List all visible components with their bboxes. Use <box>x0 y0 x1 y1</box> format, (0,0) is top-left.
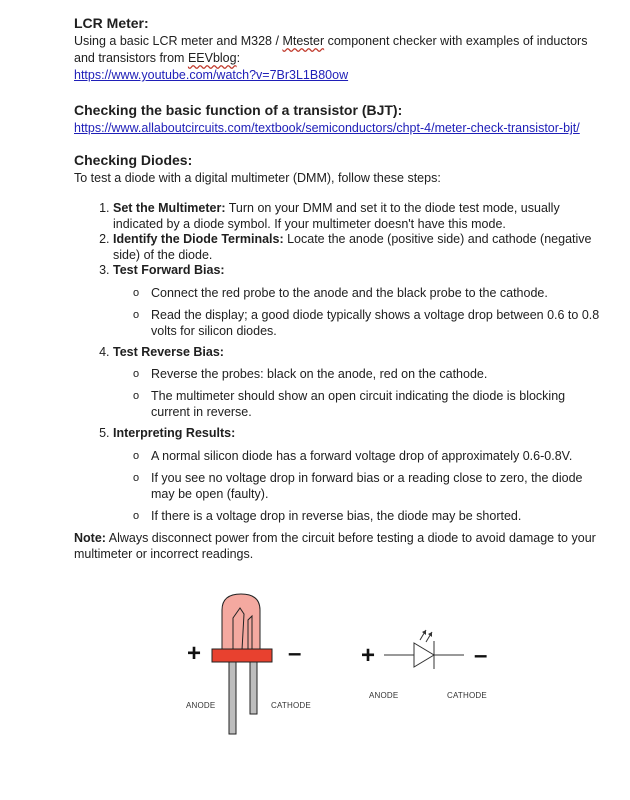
note-text: Always disconnect power from the circuit before testing a diode to avoid damage to your multimeter or incorrect readings. <box>74 530 596 561</box>
lcr-description <box>74 33 604 67</box>
diode-step <box>113 232 604 263</box>
lcr-mtester-word: Mtester <box>282 34 325 48</box>
bjt-heading: Checking the basic function of a transistor (BJT): <box>74 102 403 118</box>
diode-step-title: Test Forward Bias: <box>113 263 225 277</box>
led-illustration <box>0 588 630 748</box>
diode-step-sublist <box>113 366 604 420</box>
note-label: Note: <box>74 530 106 545</box>
led-cathode-label: CATHODE <box>271 701 311 710</box>
diode-step-sublist <box>113 448 604 524</box>
diodes-heading: Checking Diodes: <box>74 152 193 168</box>
lcr-youtube-link[interactable]: https://www.youtube.com/watch?v=7Br3L1B80ow <box>74 68 349 82</box>
diode-step <box>113 201 604 232</box>
led-cathode-lead <box>250 662 257 714</box>
diode-step-subitem: o Read the display; a good diode typically shows a voltage drop between 0.6 to 0.8 volts for silicon diodes. <box>133 307 604 339</box>
diodes-intro: To test a diode with a digital multimeter (DMM), follow these steps: <box>74 171 441 185</box>
diode-step-subitem: o The multimeter should show an open circuit indicating the diode is blocking current in reverse. <box>133 388 604 420</box>
led-body <box>222 594 260 650</box>
diode-step-subitem: o If you see no voltage drop in forward bias or a reading close to zero, the diode may be open (faulty). <box>133 470 604 502</box>
led-anode-label: ANODE <box>186 701 216 710</box>
diode-step-text: Locate the anode (positive side) and cathode (negative side) of the diode. <box>113 232 592 262</box>
diode-steps-list <box>74 201 604 524</box>
symbol-minus-sign: – <box>474 642 488 669</box>
diode-step-sublist <box>113 285 604 339</box>
led-anode-lead <box>229 662 236 734</box>
lcr-heading: LCR Meter: <box>74 15 149 31</box>
diode-step-title: Identify the Diode Terminals: <box>113 232 284 246</box>
diode-step-subitem: o Reverse the probes: black on the anode, red on the cathode. <box>133 366 604 382</box>
led-plus-sign: + <box>187 640 202 667</box>
diode-step-title: Test Reverse Bias: <box>113 344 224 359</box>
bjt-link[interactable]: https://www.allaboutcircuits.com/textbook/semiconductors/chpt-4/meter-check-transistor-bjt/ <box>74 121 580 135</box>
lcr-text-b: component checker with examples of inductors and transistors from <box>74 34 588 65</box>
lcr-eevblog-word: EEVblog <box>187 51 237 65</box>
diode-step-subitem: o A normal silicon diode has a forward voltage drop of approximately 0.6-0.8V. <box>133 448 604 464</box>
led-base <box>212 649 272 662</box>
lcr-text-c: : <box>236 51 241 65</box>
diode-step-title: Set the Multimeter: <box>113 201 226 215</box>
led-diagram-figure <box>0 588 630 748</box>
led-minus-sign: – <box>288 640 302 667</box>
diode-step <box>113 345 604 421</box>
diode-step <box>113 426 604 524</box>
diode-step-subitem: o If there is a voltage drop in reverse bias, the diode may be shorted. <box>133 508 604 524</box>
diode-step-text: Turn on your DMM and set it to the diode test mode, usually indicated by a diode symbol. If your multimeter doesn't have this mode. <box>113 201 560 231</box>
symbol-plus-sign: + <box>361 642 376 669</box>
symbol-cathode-label: CATHODE <box>447 691 487 700</box>
diode-symbol <box>384 630 464 669</box>
symbol-anode-label: ANODE <box>369 691 399 700</box>
diode-step-title: Interpreting Results: <box>113 426 236 440</box>
note-paragraph <box>74 530 604 562</box>
diode-step-subitem: o Connect the red probe to the anode and the black probe to the cathode. <box>133 285 604 301</box>
lcr-text-a: Using a basic LCR meter and M328 / <box>74 34 283 48</box>
document-page <box>74 14 604 562</box>
diode-step <box>113 263 604 339</box>
